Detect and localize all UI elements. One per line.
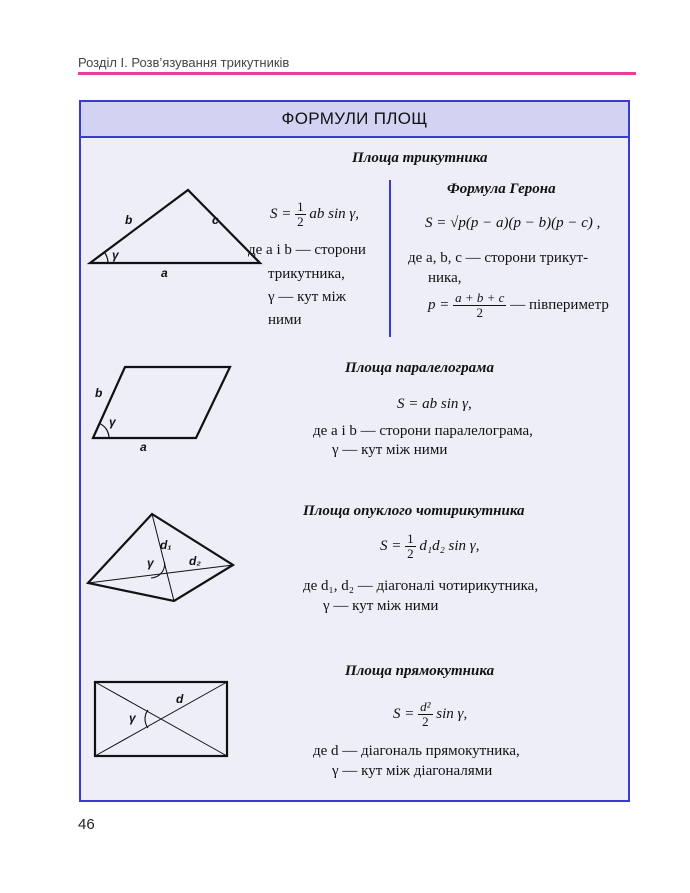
quadrilateral-label-gamma: γ: [147, 556, 154, 570]
heron-desc-2: ника,: [428, 270, 462, 286]
triangle-label-c: c: [212, 213, 219, 227]
quadrilateral-shape: [88, 514, 233, 601]
triangle-desc-4: ними: [268, 312, 302, 328]
header-rule: [78, 72, 636, 75]
triangle-desc-2: трикутника,: [268, 266, 345, 282]
heron-title: Формула Герона: [447, 181, 556, 197]
parallelogram-desc-2: γ — кут між ними: [332, 442, 448, 458]
triangle-figure: [85, 183, 265, 283]
quadrilateral-desc-2: γ — кут між ними: [323, 598, 439, 614]
quadrilateral-label-d2: d₂: [189, 554, 201, 568]
parallelogram-figure: [85, 360, 245, 460]
parallelogram-desc-1: де a і b — сторони паралелограма,: [313, 423, 533, 439]
rectangle-label-gamma: γ: [129, 711, 136, 725]
page-number: 46: [78, 816, 95, 833]
quadrilateral-desc-1: де d₁, d₂ — діагоналі чотирикутника,: [303, 578, 539, 594]
heron-formula: S = √p(p − a)(p − b)(p − c) ,: [425, 215, 601, 231]
running-head: Розділ I. Розв’язування трикутників: [78, 55, 290, 70]
parallelogram-label-b: b: [95, 386, 103, 400]
heron-divider: [389, 180, 391, 337]
rectangle-desc-2: γ — кут між діагоналями: [332, 763, 493, 779]
parallelogram-title: Площа паралелограма: [345, 360, 494, 376]
triangle-formula: S = $\frac{1}{2}$ ab sin γ,: [270, 199, 360, 229]
quadrilateral-title: Площа опуклого чотирикутника: [303, 503, 525, 519]
triangle-desc-1: де a і b — сторони: [248, 242, 366, 258]
parallelogram-formula: S = ab sin γ,: [397, 396, 472, 412]
triangle-desc-3: γ — кут між: [268, 289, 347, 305]
triangle-label-b: b: [125, 213, 133, 227]
rectangle-label-d: d: [176, 692, 184, 706]
quadrilateral-formula: S = $\frac{1}{2}$ d₁d₂ sin γ,: [380, 531, 480, 561]
rectangle-formula: S = $\frac{\text{d²}}{2}$ sin γ,: [393, 699, 468, 729]
panel-title: ФОРМУЛИ ПЛОЩ: [81, 102, 628, 138]
quadrilateral-label-d1: d₁: [160, 538, 172, 552]
rectangle-desc-1: де d — діагональ прямокутника,: [313, 743, 520, 759]
triangle-label-a: a: [161, 266, 168, 280]
heron-desc-1: де a, b, c — сторони трикут-: [408, 250, 589, 266]
triangle-title: Площа трикутника: [352, 150, 488, 166]
parallelogram-label-gamma: γ: [109, 415, 116, 429]
rectangle-title: Площа прямокутника: [345, 663, 495, 679]
rectangle-angle-arc: [145, 710, 148, 728]
semiperimeter-formula: p = $\frac{a + b + c}{2}$ — півпериметр: [428, 290, 609, 320]
rectangle-figure: [90, 678, 235, 760]
parallelogram-label-a: a: [140, 440, 147, 454]
quadrilateral-figure: [85, 508, 245, 608]
triangle-label-gamma: γ: [112, 248, 119, 262]
triangle-angle-arc: [105, 253, 109, 264]
parallelogram-angle-arc: [100, 424, 109, 439]
